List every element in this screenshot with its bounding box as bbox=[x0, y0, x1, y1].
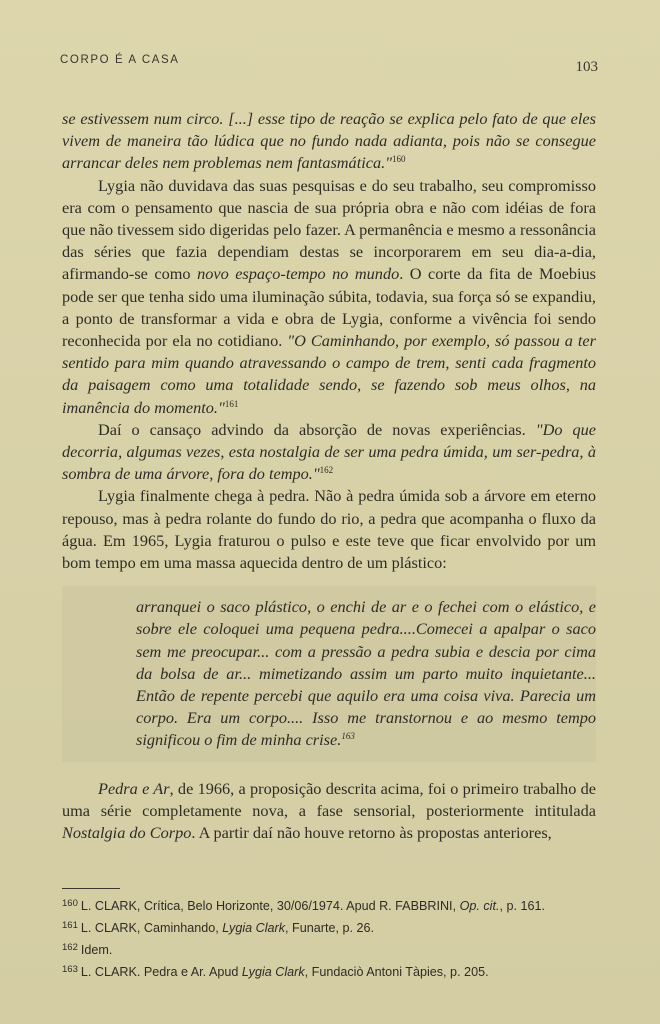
footnotes bbox=[62, 894, 602, 982]
footnote-text: L. CLARK, Crítica, Belo Horizonte, 30/06/1974. Apud R. FABBRINI, bbox=[80, 899, 460, 913]
footnote bbox=[62, 916, 602, 938]
footnote-text: , Fundaciò Antoni Tàpies, p. 205. bbox=[304, 965, 489, 979]
footnote-divider bbox=[62, 888, 120, 889]
text-span: . O corte da fita de Moebius pode ser que tenha sido uma iluminação súbita, todavia, sua força só se expandiu, a ponto de transformar a vida e obra de Lygia, conforme a vivência foi sendo reconhecida por ela no cotidiano. bbox=[62, 264, 597, 351]
italic-title: Pedra e Ar bbox=[98, 778, 170, 798]
footnote-text: L. CLARK, Caminhando, bbox=[80, 921, 223, 935]
page-number: 103 bbox=[575, 59, 598, 75]
text-span: . A partir daí não houve retorno às propostas anteriores, bbox=[191, 823, 552, 843]
text-span: , de 1966, a proposição descrita acima, foi o primeiro trabalho de uma série completamente nova, a fase sensorial, posteriormente intitulada bbox=[62, 778, 596, 820]
paragraph bbox=[62, 485, 596, 574]
quote-fragment: se estivessem num circo. [...] esse tipo de reação se explica pelo fato de que eles vivem de maneira tão lúdica que no fundo nada adianta, pois não se consegue arrancar deles nem problemas nem fantasmática." bbox=[62, 109, 596, 173]
footnote bbox=[62, 960, 602, 982]
text-span: Lygia finalmente chega à pedra. Não à pedra úmida sob a árvore em eterno repouso, mas à pedra rolante do fundo do rio, a pedra que acompanha o fluxo da água. Em 1965, Lygia fraturou o pulso e este teve que ficar envolvido por um bom tempo em uma massa aquecida dentro de um plástico: bbox=[62, 486, 596, 573]
footnote-text: Idem. bbox=[80, 943, 113, 957]
footnote-number: 162 bbox=[62, 942, 78, 953]
body-text bbox=[62, 108, 596, 844]
note-ref: 160 bbox=[392, 154, 406, 165]
paragraph bbox=[62, 778, 596, 845]
footnote-italic: Op. cit. bbox=[459, 899, 500, 913]
paragraph bbox=[62, 419, 596, 486]
paragraph-continuation bbox=[62, 108, 596, 175]
footnote-text: , Funarte, p. 26. bbox=[285, 921, 374, 935]
note-ref: 161 bbox=[224, 398, 239, 409]
italic-quote: "Do que decorria, algumas vezes, esta nostalgia de ser uma pedra úmida, um ser-pedra, à sombra de uma árvore, fora do tempo." bbox=[62, 419, 596, 484]
footnote-number: 160 bbox=[62, 898, 78, 909]
footnote bbox=[62, 938, 602, 960]
italic-title: Nostalgia do Corpo bbox=[62, 823, 192, 843]
footnote-text: L. CLARK. Pedra e Ar. Apud bbox=[80, 965, 242, 979]
block-quote-text: arranquei o saco plástico, o enchi de ar e o fechei com o elástico, e sobre ele coloquei uma pequena pedra....Comecei a apalpar o saco sem me preocupar... com a pressão a pedra subia e descia por cima da bolsa de ar... mimetizando assim um parto muito inquietante... Então de repente percebi que aquilo era uma coisa viva. Parecia um corpo. Era um corpo.... Isso me transtornou e ao mesmo tempo significou o fim de minha crise. bbox=[136, 597, 596, 750]
footnote-number: 161 bbox=[62, 920, 78, 931]
italic-quote: "O Caminhando, por exemplo, só passou a ter sentido para mim quando atravessando o campo de trem, senti cada fragmento da paisagem como uma totalidade sendo, se fazendo sob meus olhos, na imanência do momento." bbox=[62, 331, 596, 417]
running-head: CORPO É A CASA bbox=[60, 54, 180, 66]
footnote-text: , p. 161. bbox=[499, 899, 545, 913]
italic-span: novo espaço-tempo no mundo bbox=[197, 264, 400, 284]
footnote-number: 163 bbox=[62, 964, 78, 975]
footnote bbox=[62, 894, 602, 916]
text-span: Lygia não duvidava das suas pesquisas e do seu trabalho, seu compromisso era com o pensamento que nascia de sua própria obra e não com idéias de fora que não tivessem sido digeridas pelo fazer. A permanência e mesmo a ressonância das séries que fazia dependiam destas se incorporarem em seu dia-a-dia, afirmando-se como bbox=[62, 175, 596, 284]
text-span: Daí o cansaço advindo da absorção de novas experiências. bbox=[98, 419, 536, 439]
note-ref: 163 bbox=[341, 731, 355, 742]
block-quote bbox=[62, 586, 596, 761]
paragraph bbox=[62, 175, 596, 419]
footnote-italic: Lygia Clark bbox=[241, 965, 305, 979]
note-ref: 162 bbox=[319, 465, 334, 476]
footnote-italic: Lygia Clark bbox=[222, 921, 286, 935]
